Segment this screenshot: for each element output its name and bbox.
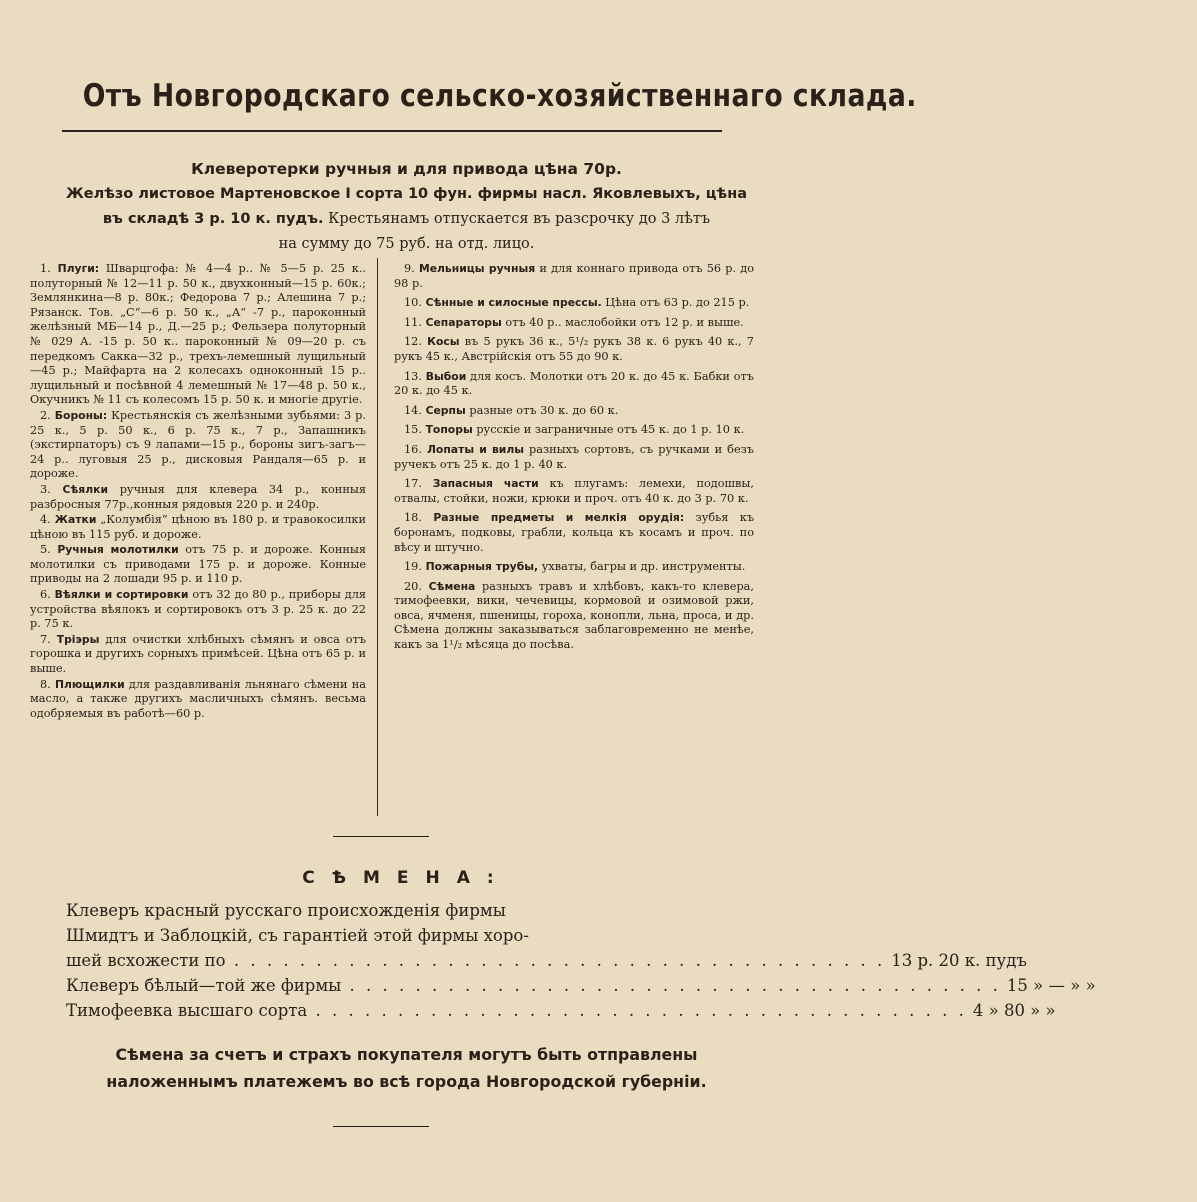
list-item: 10. Сѣнные и силосные прессы. Цѣна отъ 63 р. до 215 р. xyxy=(404,296,750,310)
list-item: 17. Запасныя части къ плугамъ: лемехи, подошвы, отвалы, стойки, ножи, крюки и проч. отъ 40 к. до 3 р. 70 к. xyxy=(394,477,754,505)
column-divider xyxy=(377,258,378,816)
list-item: 1. Плуги: Шварцгофа: № 4—4 р.. № 5—5 р. 25 к.. полуторный № 12—11 р. 50 к., двухконный—15 р. 60к.; Землянкина—8 р. 80к.; Федорова 7 р.; Алешина 7 р.; Рязанск. Тов. „С“—6 р. 50 к., „А“ -7 р., пароконный желѣзный МБ—14 р., Д.—25 р.; Фельзера полуторный № 029 А. -15 р. 50 к.. пароконный № 09—20 р. съ передкомъ Сакка—32 р., трехъ-лемешный лущильный—45 р.; Майфарта на 2 колесахъ одноконный 15 р.. лущильный и посѣвной 4 лемешный № 17—48 р. 50 к., Окучникъ № 11 съ колесомъ 15 р. 50 к. и многіе другіе. xyxy=(30,262,366,407)
intro-line-credit xyxy=(20,207,793,232)
seeds-row xyxy=(66,998,1056,1023)
list-item: 2. Бороны: Крестьянскія съ желѣзными зубьями: 3 р. 25 к., 5 р. 50 к., 6 р. 75 к., 7 р., Запашникъ (экстирпаторъ) съ 9 лапами—15 р., бороны зигъ-загъ—24 р.. луговыя 25 р., дисковыя Рандаля—65 р. и дороже. xyxy=(30,408,366,481)
list-item: 13. Выбои для косъ. Молотки отъ 20 к. до 45 к. Бабки отъ 20 к. до 45 к. xyxy=(394,369,754,398)
list-item: 3. Сѣялки ручныя для клевера 34 р., конныя разбросныя 77р.,конныя рядовыя 220 р. и 240р. xyxy=(30,482,366,511)
list-item: 16. Лопаты и вилы разныхъ сортовъ, съ ручками и безъ ручекъ отъ 25 к. до 1 р. 40 к. xyxy=(394,442,754,471)
bottom-divider xyxy=(333,1126,429,1127)
shipping-note: Сѣмена за счетъ и страхъ покупателя могутъ быть отправлены наложеннымъ платежемъ во всѣ города Новгородской губерніи. xyxy=(106,1045,707,1091)
list-item: 15. Топоры русскіе и заграничные отъ 45 к. до 1 р. 10 к. xyxy=(404,423,745,437)
seeds-row-price: 13 р. 20 к. пудъ xyxy=(891,951,1027,970)
list-item: 4. Жатки „Колумбія“ цѣною въ 180 р. и травокосилки цѣною въ 115 руб. и дороже. xyxy=(30,513,367,541)
right-column xyxy=(394,262,754,658)
intro-line-limit: на сумму до 75 руб. на отд. лицо. xyxy=(278,236,535,252)
seeds-row xyxy=(66,973,1096,998)
seeds-price-list xyxy=(66,898,1096,1023)
list-item: 12. Косы въ 5 рукъ 36 к., 5¹/₂ рукъ 38 к. 6 рукъ 40 к., 7 рукъ 45 к., Австрійскія отъ 55 до 90 к. xyxy=(394,335,754,363)
seeds-desc-line: Клеверъ красный русскаго происхожденія фирмы xyxy=(66,901,506,920)
list-item: 7. Тріэры для очистки хлѣбныхъ сѣмянъ и овса отъ горошка и другихъ сорныхъ примѣсей. Цѣна отъ 65 р. и выше. xyxy=(30,632,367,676)
list-item: 6. Вѣялки и сортировки отъ 32 до 80 р., приборы для устройства вѣялокъ и сортировокъ отъ 3 р. 25 к. до 22 р. 75 к. xyxy=(30,588,367,631)
page-title: Отъ Новгородскаго сельско-хозяйственнаго склада. xyxy=(82,78,917,114)
list-item: 19. Пожарныя трубы, ухваты, багры и др. инструменты. xyxy=(404,560,746,574)
seeds-row-label: Клеверъ бѣлый—той же фирмы . . . xyxy=(66,973,1001,998)
left-column xyxy=(30,262,366,722)
seeds-row-label: Тимофеевка высшаго сорта . . . xyxy=(66,998,967,1023)
intro-price: въ складѣ 3 р. 10 к. пудъ. xyxy=(102,211,324,227)
intro-block xyxy=(20,157,793,257)
list-item: 20. Сѣмена разныхъ травъ и хлѣбовъ, какъ-то клевера, тимофеевки, вики, чечевицы, кормовой и озимовой ржи, овса, ячменя, пшеницы, гороха, конопли, льна, проса, и др. Сѣмена должны заказываться заблаговременно не менѣе, какъ за 1¹/₂ мѣсяца до посѣва. xyxy=(394,579,755,652)
title-underline xyxy=(62,130,722,132)
list-item: 14. Серпы разные отъ 30 к. до 60 к. xyxy=(404,403,619,417)
list-item: 9. Мельницы ручныя и для коннаго привода отъ 56 р. до 98 р. xyxy=(394,262,755,290)
list-item: 18. Разные предметы и мелкія орудія: зубья къ боронамъ, подковы, грабли, кольца къ косамъ и проч. по вѣсу и штучно. xyxy=(394,511,755,554)
seeds-row-label: шей всхожести по . . . xyxy=(66,948,885,973)
seeds-row-price: 15 » — » » xyxy=(1006,976,1096,995)
seeds-row xyxy=(66,948,1027,973)
list-item: 11. Сепараторы отъ 40 р.. маслобойки отъ 12 р. и выше. xyxy=(404,315,744,329)
list-item: 8. Плющилки для раздавливанія льнянаго сѣмени на масло, а также другихъ масличныхъ сѣмянъ. весьма одобряемыя въ работѣ—60 р. xyxy=(30,677,367,720)
intro-credit-text: Крестьянамъ отпускается въ разсрочку до 3 лѣтъ xyxy=(328,211,711,227)
list-item: 5. Ручныя молотилки отъ 75 р. и дороже. Конныя молотилки съ приводами 175 р. и дороже. Конные приводы на 2 лошади 95 р. и 110 р. xyxy=(30,543,366,586)
section-divider xyxy=(333,836,429,837)
intro-line-sheet-iron: Желѣзо листовое Мартеновское I сорта 10 фун. фирмы насл. Яковлевыхъ, цѣна xyxy=(65,186,748,202)
seeds-row-price: 4 » 80 » » xyxy=(972,1001,1056,1020)
seeds-heading: СѢМЕНА: xyxy=(302,868,511,888)
seeds-desc-line: Шмидтъ и Заблоцкій, съ гарантіей этой фирмы хоро- xyxy=(66,926,529,945)
intro-line-clover-thresher: Клеверотерки ручныя и для привода цѣна 70р. xyxy=(191,160,622,178)
